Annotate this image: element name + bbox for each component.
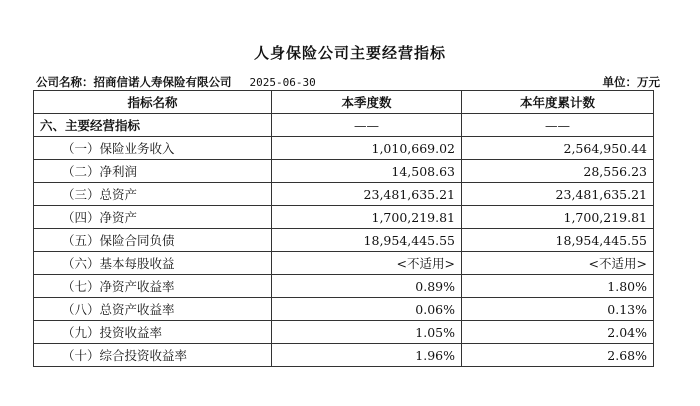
ytd-value: 2,564,950.44 (462, 137, 654, 160)
table-row (34, 275, 654, 298)
row-label: （六）基本每股收益 (34, 252, 272, 275)
section-row (34, 114, 654, 137)
table-row (34, 229, 654, 252)
ytd-value: 0.13% (462, 298, 654, 321)
ytd-value: 1,700,219.81 (462, 206, 654, 229)
table-row (34, 206, 654, 229)
section-ytd-value: —— (462, 114, 654, 137)
ytd-value: <不适用> (462, 252, 654, 275)
ytd-value: 28,556.23 (462, 160, 654, 183)
row-label: （一）保险业务收入 (34, 137, 272, 160)
row-label: （七）净资产收益率 (34, 275, 272, 298)
quarter-value: 1.05% (272, 321, 462, 344)
table-row (34, 183, 654, 206)
header-indicator-name: 指标名称 (34, 91, 272, 114)
company-info (36, 74, 316, 90)
section-label: 六、主要经营指标 (34, 114, 272, 137)
ytd-value: 2.68% (462, 344, 654, 367)
row-label: （五）保险合同负债 (34, 229, 272, 252)
ytd-value: 18,954,445.55 (462, 229, 654, 252)
indicators-table (33, 90, 654, 367)
quarter-value: 14,508.63 (272, 160, 462, 183)
row-label: （二）净利润 (34, 160, 272, 183)
table-row (34, 160, 654, 183)
quarter-value: 0.06% (272, 298, 462, 321)
report-title: 人身保险公司主要经营指标 (253, 44, 446, 62)
report-date: 2025-06-30 (249, 76, 316, 89)
quarter-value: 1,010,669.02 (272, 137, 462, 160)
quarter-value: 0.89% (272, 275, 462, 298)
header-ytd: 本年度累计数 (462, 91, 654, 114)
unit-label: 单位：万元 (602, 75, 660, 89)
table-row (34, 344, 654, 367)
header-quarter: 本季度数 (272, 91, 462, 114)
quarter-value: 23,481,635.21 (272, 183, 462, 206)
quarter-value: 1.96% (272, 344, 462, 367)
ytd-value: 23,481,635.21 (462, 183, 654, 206)
table-row (34, 298, 654, 321)
table-header-row (34, 91, 654, 114)
row-label: （四）净资产 (34, 206, 272, 229)
ytd-value: 2.04% (462, 321, 654, 344)
quarter-value: 1,700,219.81 (272, 206, 462, 229)
row-label: （三）总资产 (34, 183, 272, 206)
row-label: （九）投资收益率 (34, 321, 272, 344)
table-row (34, 252, 654, 275)
quarter-value: <不适用> (272, 252, 462, 275)
quarter-value: 18,954,445.55 (272, 229, 462, 252)
table-row (34, 137, 654, 160)
section-quarter-value: —— (272, 114, 462, 137)
row-label: （八）总资产收益率 (34, 298, 272, 321)
row-label: （十）综合投资收益率 (34, 344, 272, 367)
ytd-value: 1.80% (462, 275, 654, 298)
company-name: 公司名称：招商信诺人寿保险有限公司 (36, 75, 232, 89)
table-row (34, 321, 654, 344)
